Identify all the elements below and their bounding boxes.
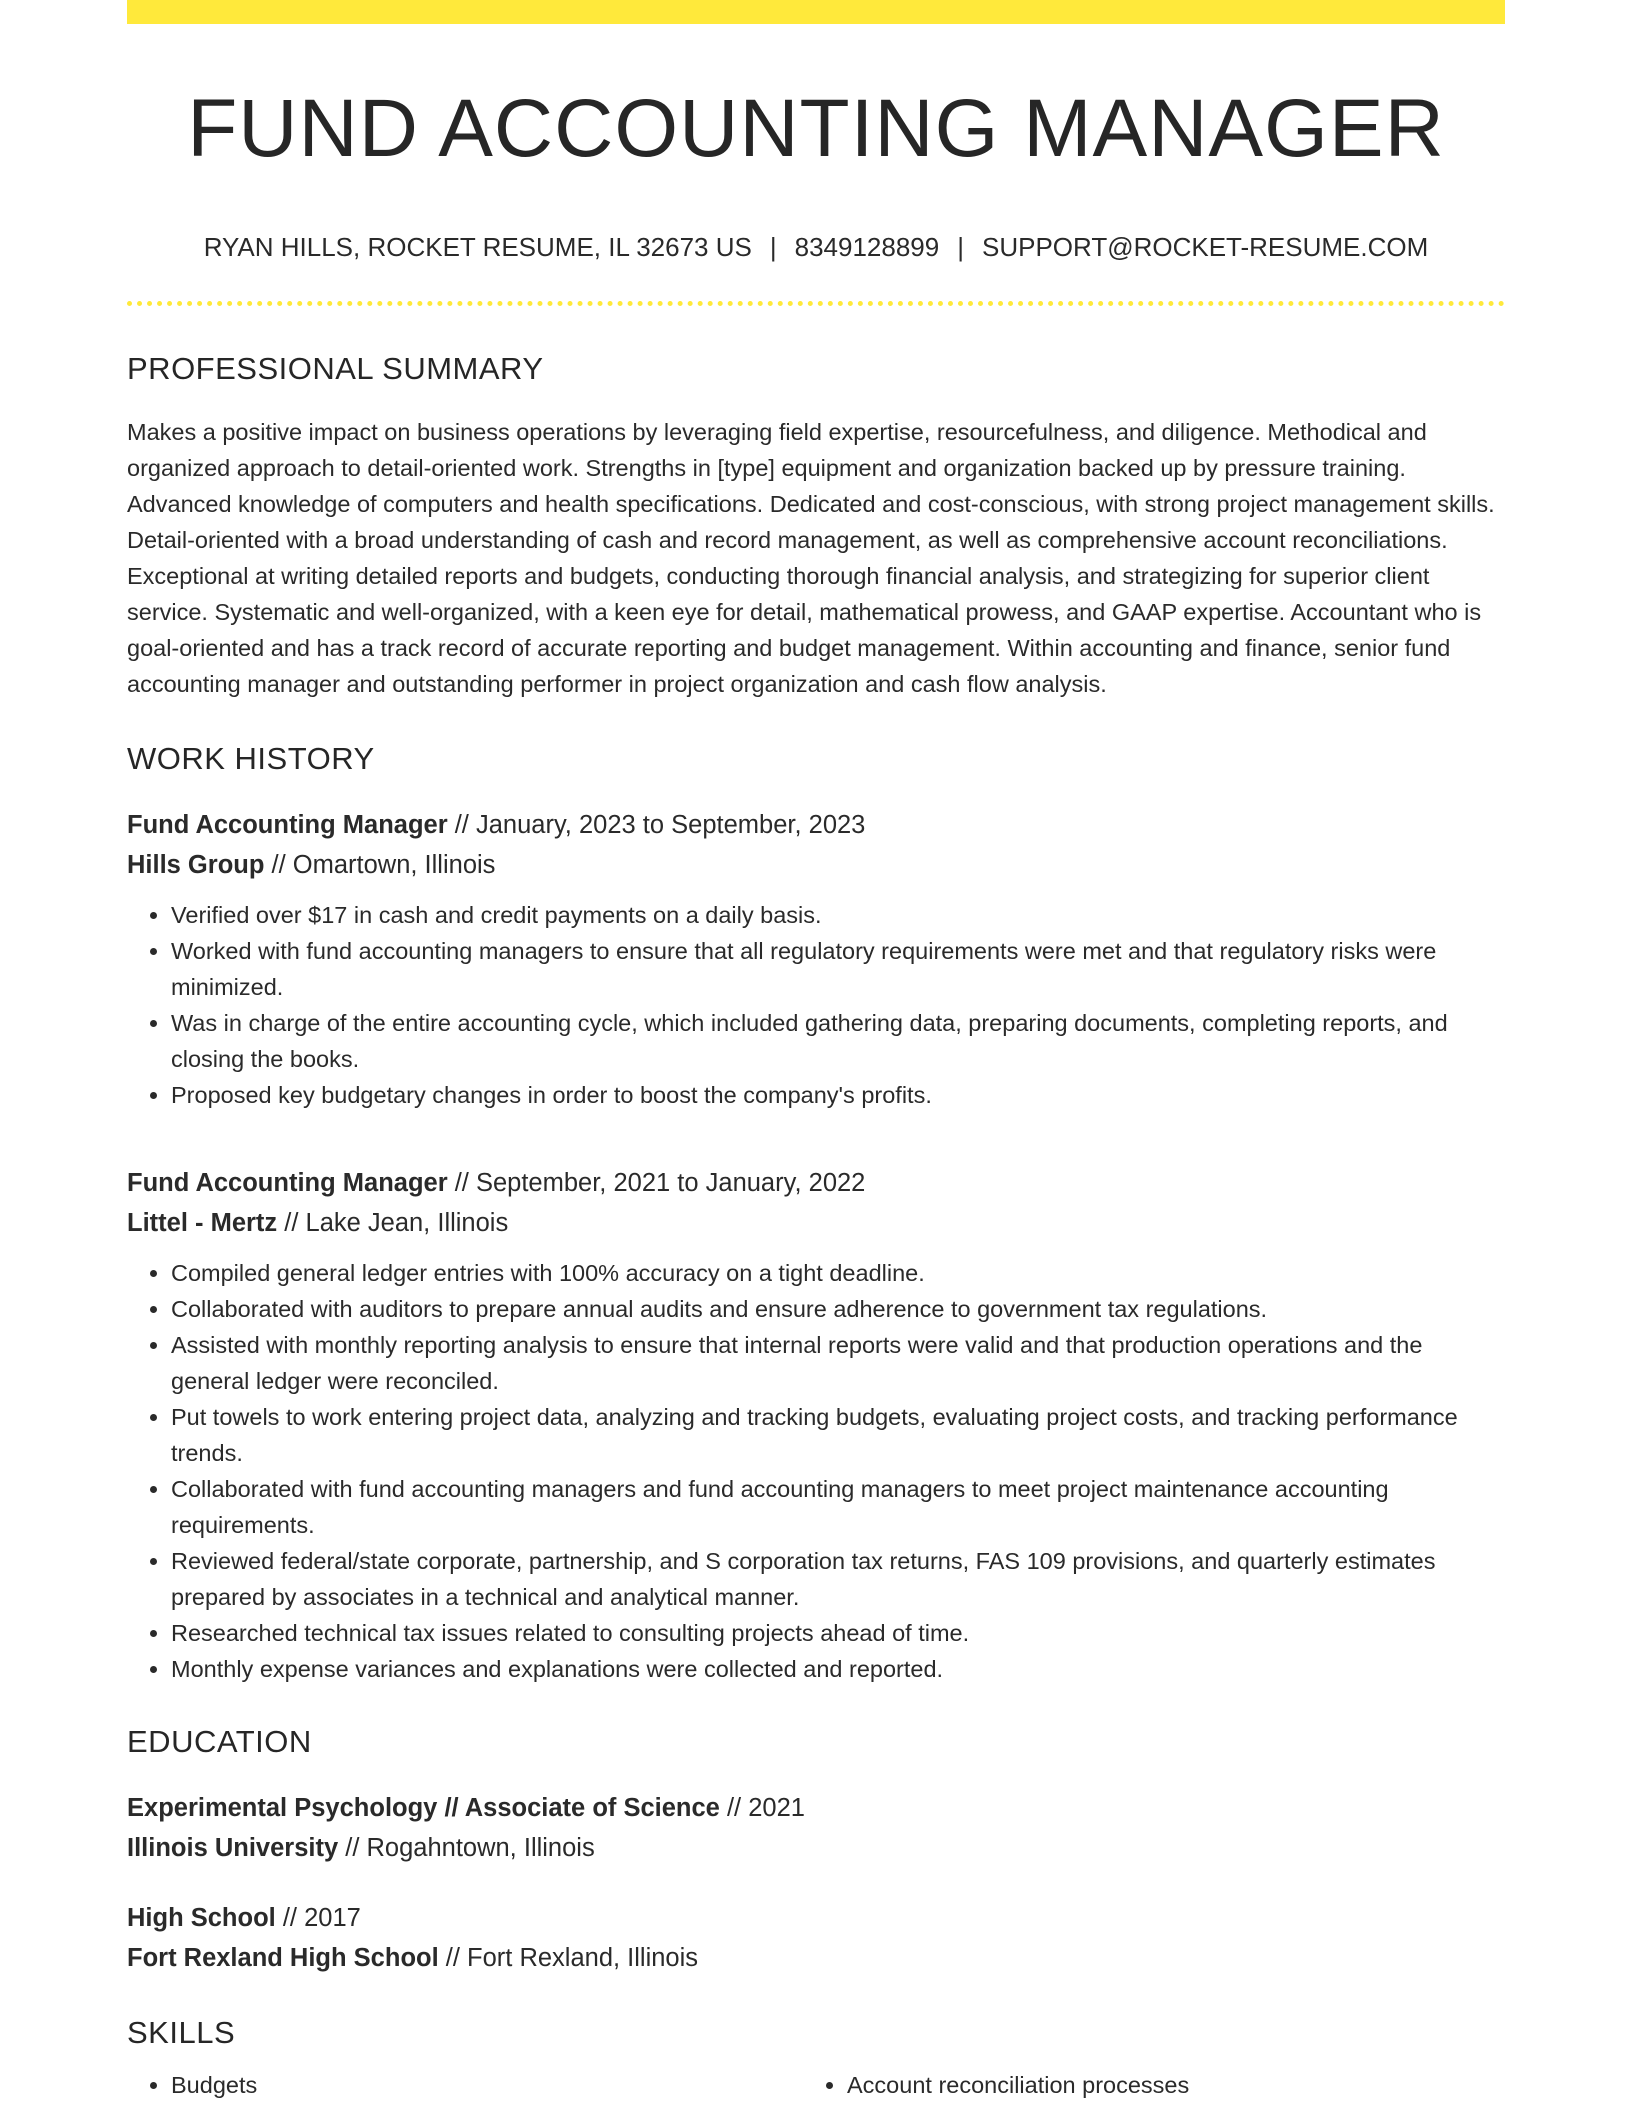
- section-heading-skills: SKILLS: [127, 2014, 236, 2050]
- job-company: Littel - Mertz: [127, 1208, 278, 1237]
- job-bullet: • Assisted with monthly reporting analysis to ensure that internal reports were valid and that production operations and the general ledger were reconciled.: [171, 1327, 1505, 1399]
- skills-column-left: [127, 2067, 803, 2103]
- education-location: // Fort Rexland, Illinois: [438, 1943, 699, 1972]
- work-history-section: [127, 740, 1505, 1687]
- education-school: Fort Rexland High School: [127, 1943, 439, 1972]
- skills-list: [803, 2067, 1479, 2103]
- education-degree-line: [127, 1788, 1505, 1828]
- job-bullet: • Monthly expense variances and explanations were collected and reported.: [171, 1651, 1505, 1687]
- education-year: // 2017: [275, 1903, 361, 1932]
- job-bullets: [127, 897, 1505, 1113]
- job-dates: // January, 2023 to September, 2023: [447, 810, 866, 839]
- job-entry: [127, 805, 1505, 1113]
- job-title-line: [127, 1163, 1505, 1203]
- education-school-line: [127, 1938, 1505, 1978]
- job-bullet: • Researched technical tax issues related to consulting projects ahead of time.: [171, 1615, 1505, 1651]
- accent-bar: [127, 0, 1505, 24]
- job-bullet: • Put towels to work entering project data, analyzing and tracking budgets, evaluating project costs, and tracking performance trends.: [171, 1399, 1505, 1471]
- job-bullet: • Collaborated with fund accounting managers and fund accounting managers to meet project maintenance accounting requirements.: [171, 1471, 1505, 1543]
- contact-line: [127, 232, 1505, 263]
- education-year: // 2021: [719, 1793, 805, 1822]
- job-bullet: • Verified over $17 in cash and credit payments on a daily basis.: [171, 897, 1505, 933]
- contact-separator: |: [957, 232, 964, 263]
- skills-section: [127, 2014, 1505, 2103]
- education-section: [127, 1723, 1505, 1978]
- education-school-line: [127, 1828, 1505, 1868]
- section-heading-summary: PROFESSIONAL SUMMARY: [127, 351, 544, 387]
- skills-column-right: [803, 2067, 1479, 2103]
- contact-email: SUPPORT@ROCKET-RESUME.COM: [981, 232, 1429, 263]
- job-location: // Lake Jean, Illinois: [277, 1208, 509, 1237]
- job-entry: [127, 1163, 1505, 1687]
- job-title: Fund Accounting Manager: [127, 1168, 448, 1197]
- job-bullet: • Worked with fund accounting managers to ensure that all regulatory requirements were met and that regulatory risks were minimized.: [171, 933, 1505, 1005]
- summary-section: [127, 350, 1505, 701]
- job-company-line: [127, 1203, 1505, 1243]
- education-degree: Experimental Psychology // Associate of Science: [127, 1793, 720, 1822]
- education-location: // Rogahntown, Illinois: [338, 1833, 595, 1862]
- contact-separator: |: [769, 232, 777, 263]
- job-bullet: • Proposed key budgetary changes in order to boost the company's profits.: [171, 1077, 1505, 1113]
- job-bullets: [127, 1255, 1505, 1687]
- job-bullet: • Reviewed federal/state corporate, partnership, and S corporation tax returns, FAS 109 provisions, and quarterly estimates prepared by associates in a technical and analytical manner.: [171, 1543, 1505, 1615]
- skill-item: • Account reconciliation processes: [847, 2067, 1479, 2103]
- resume-title: FUND ACCOUNTING MANAGER: [187, 83, 1445, 174]
- resume-page: [127, 0, 1505, 2103]
- skill-item: • Budgets: [171, 2067, 803, 2103]
- job-bullet: • Compiled general ledger entries with 100% accuracy on a tight deadline.: [171, 1255, 1505, 1291]
- job-dates: // September, 2021 to January, 2022: [447, 1168, 866, 1197]
- section-heading-education: EDUCATION: [127, 1723, 312, 1759]
- job-bullet: • Was in charge of the entire accounting cycle, which included gathering data, preparing documents, completing reports, and closing the books.: [171, 1005, 1505, 1077]
- education-degree: High School: [127, 1903, 276, 1932]
- job-company-line: [127, 845, 1505, 885]
- education-school: Illinois University: [127, 1833, 339, 1862]
- job-location: // Omartown, Illinois: [264, 850, 496, 879]
- skills-list: [127, 2067, 803, 2103]
- contact-phone: 8349128899: [794, 232, 940, 263]
- job-company: Hills Group: [127, 850, 265, 879]
- job-title: Fund Accounting Manager: [127, 810, 448, 839]
- job-title-line: [127, 805, 1505, 845]
- education-entry: [127, 1898, 1505, 1978]
- education-entry: [127, 1788, 1505, 1868]
- education-degree-line: [127, 1898, 1505, 1938]
- section-heading-work-history: WORK HISTORY: [127, 740, 375, 776]
- dotted-divider: [127, 301, 1505, 306]
- skills-grid: [127, 2067, 1505, 2103]
- summary-text: Makes a positive impact on business operations by leveraging field expertise, resourcefulness, and diligence. Methodical and organized approach to detail-oriented work. Strengths in [type] equipment and organization backed up by pressure training. Advanced knowledge of computers and health specifications. Dedicated and cost-conscious, with strong project management skills. Detail-oriented with a broad understanding of cash and record management, as well as comprehensive account reconciliations. Exceptional at writing detailed reports and budgets, conducting thorough financial analysis, and strategizing for superior client service. Systematic and well-organized, with a keen eye for detail, mathematical prowess, and GAAP expertise. Accountant who is goal-oriented and has a track record of accurate reporting and budget management. Within accounting and finance, senior fund accounting manager and outstanding performer in project organization and cash flow analysis.: [127, 418, 1495, 697]
- contact-address: RYAN HILLS, ROCKET RESUME, IL 32673 US: [203, 232, 752, 263]
- job-bullet: • Collaborated with auditors to prepare annual audits and ensure adherence to government tax regulations.: [171, 1291, 1505, 1327]
